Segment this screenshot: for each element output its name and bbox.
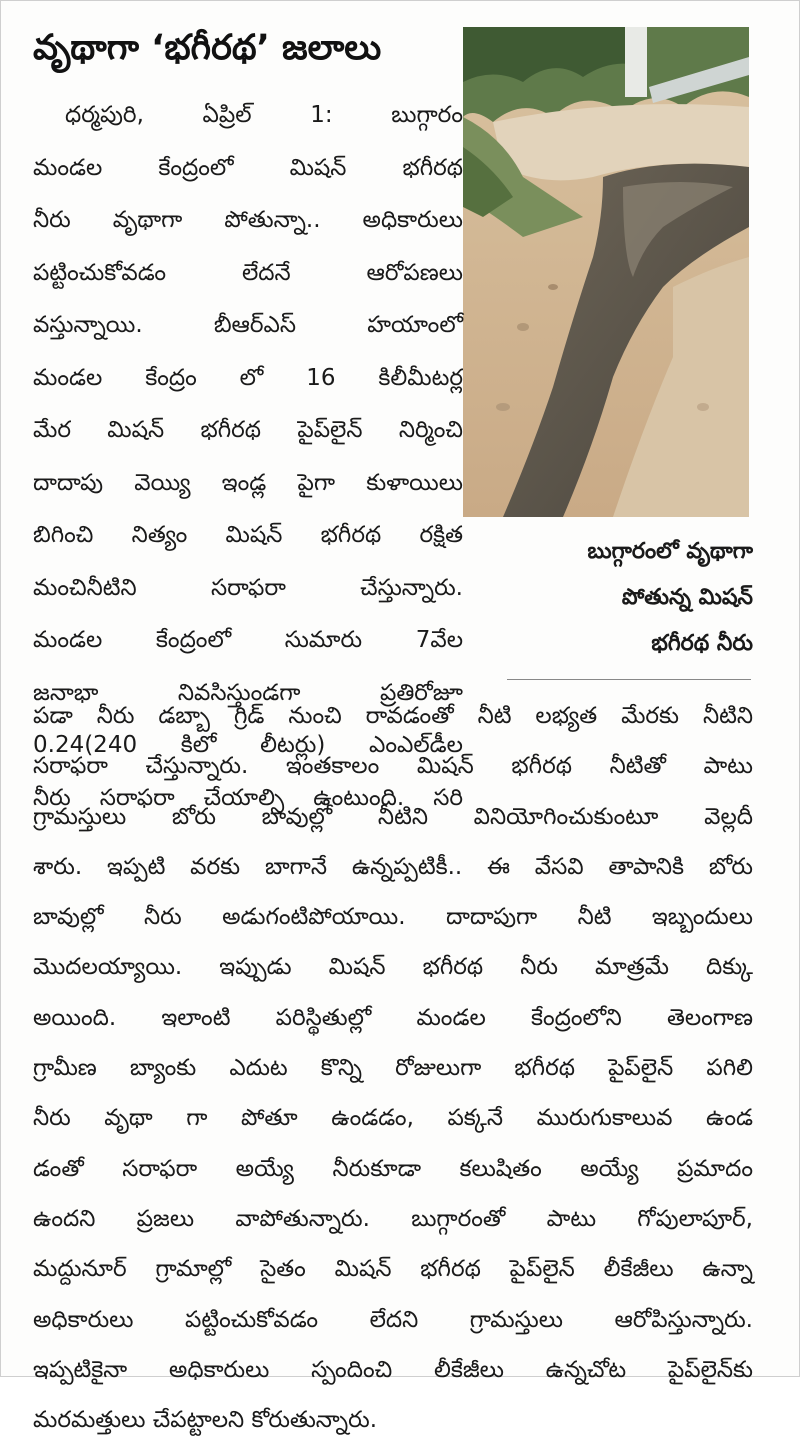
news-photo	[463, 27, 749, 517]
photo-caption	[471, 529, 753, 667]
body-line: మంచినీటిని సరాఫరా చేస్తున్నారు.	[33, 574, 463, 601]
body-line: ఉందని ప్రజలు వాపోతున్నారు. బుగ్గారంతో పాటు గోపులాపూర్,	[33, 1205, 753, 1232]
body-line: బిగించి నిత్యం మిషన్ భగీరథ రక్షిత	[33, 522, 463, 548]
body-line: శారు. ఇప్పటి వరకు బాగానే ఉన్నప్పటికీ.. ఈ వేసవి తాపానికి బోరు	[33, 853, 753, 880]
body-line: మండల కేంద్రం లో 16 కిలీమీటర్ల	[33, 364, 463, 391]
body-line: బావుల్లో నీరు అడుగంటిపోయాయి. దాదాపుగా నీటి ఇబ్బందులు	[33, 904, 753, 931]
body-line: వస్తున్నాయి. బీఆర్ఎస్ హయాంలో	[33, 312, 463, 338]
caption-line: భగీరథ నీరు	[651, 631, 753, 656]
body-line: ఇప్పటికైనా అధికారులు స్పందించి లీకేజీలు ఉన్నచోట పైప్‌లైన్‌కు	[33, 1356, 753, 1383]
body-line: మేర మిషన్ భగీరథ పైప్‌లైన్ నిర్మించి	[33, 417, 463, 443]
body-line: పట్టించుకోవడం లేదనే ఆరోపణలు	[33, 259, 463, 286]
body-line: మండల కేంద్రంలో మిషన్ భగీరథ	[33, 154, 463, 181]
body-line: సరాఫరా చేస్తున్నారు. ఇంతకాలం మిషన్ భగీరథ నీటితో పాటు	[33, 753, 753, 780]
caption-divider	[507, 679, 751, 680]
caption-line: బుగ్గారంలో వృథాగా	[587, 539, 753, 564]
body-line: దాదాపు వెయ్యి ఇండ్ల పైగా కుళాయిలు	[33, 469, 463, 496]
body-line: జనాభా నివసిస్తుండగా ప్రతిరోజూ	[33, 679, 463, 706]
caption-line: పోతున్న మిషన్	[621, 585, 753, 610]
body-line: మండల కేంద్రంలో సుమారు 7వేల	[33, 627, 463, 653]
photo-leaking-pipeline-icon	[463, 27, 749, 517]
body-line: గ్రామీణ బ్యాంకు ఎదుట కొన్ని రోజులుగా భగీరథ పైప్‌లైన్ పగిలి	[33, 1055, 753, 1082]
body-line: ధర్మపురి, ఏప్రిల్ 1: బుగ్గారం	[65, 102, 463, 128]
body-line: నీరు సరాఫరా చేయాల్సి ఉంటుంది. సరి	[33, 784, 463, 811]
body-line: డంతో సరాఫరా అయ్యే నీరుకూడా కలుషితం అయ్యే ప్రమాదం	[33, 1155, 753, 1182]
body-line: మొదలయ్యాయి. ఇప్పుడు మిషన్ భగీరథ నీరు మాత్రమే దిక్కు	[33, 954, 753, 981]
body-line: గ్రామస్తులు బోరు బావుల్లో నీటిని వినియోగించుకుంటూ వెల్లదీ	[33, 803, 753, 830]
body-line: నీరు వృథా గా పోతూ ఉండడం, పక్కనే మురుగుకాలువ ఉండ	[33, 1105, 753, 1132]
body-line: మరమత్తులు చేపట్టాలని కోరుతున్నారు.	[33, 1407, 378, 1434]
body-line: అయింది. ఇలాంటి పరిస్థితుల్లో మండల కేంద్రంలోని తెలంగాణ	[33, 1004, 753, 1031]
body-line: నీరు వృథాగా పోతున్నా.. అధికారులు	[33, 207, 463, 233]
body-line: అధికారులు పట్టించుకోవడం లేదని గ్రామస్తులు ఆరోపిస్తున్నారు.	[33, 1306, 753, 1333]
body-line: మద్దునూర్ గ్రామాల్లో సైతం మిషన్ భగీరథ పైప్‌లైన్ లీకేజీలు ఉన్నా	[33, 1256, 753, 1283]
body-line: పడా నీరు డబ్బా గ్రిడ్ నుంచి రావడంతో నీటి లభ్యత మేరకు నీటిని	[33, 703, 753, 729]
body-line: 0.24(240 కిలో లీటర్లు) ఎంఎల్‌డీల	[33, 732, 463, 758]
body-full-width	[33, 691, 753, 1445]
headline: వృథాగా ‘భగీరథ’ జలాలు	[33, 28, 382, 68]
